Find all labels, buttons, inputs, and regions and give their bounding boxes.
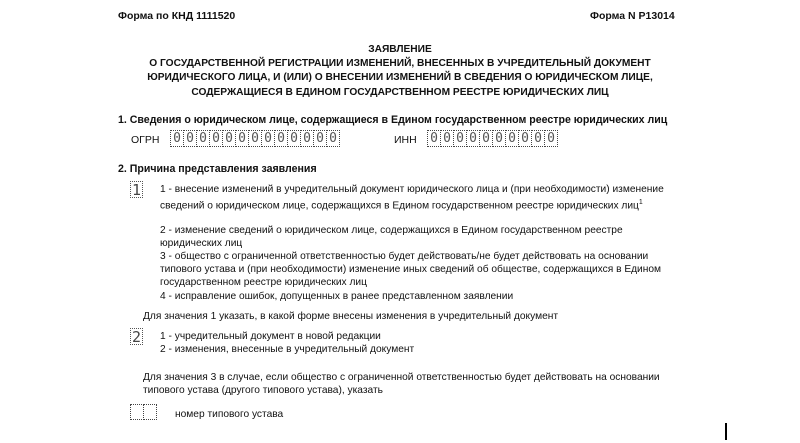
reason-option-2 bbox=[160, 224, 623, 250]
reason-option-3-line-3: государственном реестре юридических лиц bbox=[160, 277, 367, 288]
inn-label: ИНН bbox=[394, 134, 417, 146]
reason-option-2-line-2: юридических лиц bbox=[160, 238, 243, 249]
ogrn-digit-box[interactable]: 0 bbox=[196, 130, 210, 147]
form-number: Форма N Р13014 bbox=[590, 10, 675, 22]
ogrn-digit-box[interactable]: 0 bbox=[326, 130, 340, 147]
charter-digit-box[interactable] bbox=[130, 404, 144, 420]
charter-number-field[interactable] bbox=[130, 404, 156, 420]
form-knd-code: Форма по КНД 1111520 bbox=[118, 10, 236, 22]
ogrn-digit-box[interactable]: 0 bbox=[261, 130, 275, 147]
footnote-marker: 1 bbox=[638, 199, 643, 206]
inn-digit-box[interactable]: 0 bbox=[440, 130, 454, 147]
inn-digit-box[interactable]: 0 bbox=[466, 130, 480, 147]
title-line-1: ЗАЯВЛЕНИЕ bbox=[368, 44, 432, 55]
charter-number-label: номер типового устава bbox=[175, 409, 284, 420]
reason-option-3-line-1: 3 - общество с ограниченной ответственностью будет действовать/не будет действовать на основании bbox=[160, 251, 649, 262]
reason-option-4: 4 - исправление ошибок, допущенных в ранее представленном заявлении bbox=[160, 291, 514, 302]
ogrn-digit-box[interactable]: 0 bbox=[209, 130, 223, 147]
title-line-4: СОДЕРЖАЩИЕСЯ В ЕДИНОМ ГОСУДАРСТВЕННОМ РЕЕСТРЕ ЮРИДИЧЕСКИХ ЛИЦ bbox=[191, 86, 609, 98]
inn-digit-box[interactable]: 0 bbox=[505, 130, 519, 147]
reason-option-1 bbox=[160, 183, 664, 212]
note-value-3-line-1: Для значения 3 в случае, если общество с ограниченной ответственностью будет действовать на основании bbox=[143, 372, 660, 383]
inn-digit-box[interactable]: 0 bbox=[453, 130, 467, 147]
text-cursor bbox=[725, 423, 727, 440]
ogrn-digit-box[interactable]: 0 bbox=[183, 130, 197, 147]
note-value-1: Для значения 1 указать, в какой форме внесены изменения в учредительный документ bbox=[143, 311, 559, 322]
change-form-option-2: 2 - изменения, внесенные в учредительный документ bbox=[160, 344, 415, 355]
title-line-2: О ГОСУДАРСТВЕННОЙ РЕГИСТРАЦИИ ИЗМЕНЕНИЙ, ВНЕСЕННЫХ В УЧРЕДИТЕЛЬНЫЙ ДОКУМЕНТ bbox=[149, 58, 651, 70]
inn-field[interactable] bbox=[427, 130, 557, 147]
ogrn-label: ОГРН bbox=[131, 134, 160, 146]
inn-digit-box[interactable]: 0 bbox=[479, 130, 493, 147]
note-value-3-line-2: типового устава (другого типового устава), указать bbox=[143, 385, 383, 396]
ogrn-digit-box[interactable]: 0 bbox=[248, 130, 262, 147]
ogrn-digit-box[interactable]: 0 bbox=[287, 130, 301, 147]
inn-digit-box[interactable]: 0 bbox=[544, 130, 558, 147]
inn-digit-box[interactable]: 0 bbox=[427, 130, 441, 147]
reason-option-3 bbox=[160, 250, 661, 289]
change-form-options bbox=[160, 330, 414, 356]
change-form-code-field[interactable]: 2 bbox=[131, 327, 142, 346]
reason-code-field[interactable]: 1 bbox=[131, 180, 142, 199]
reason-option-2-line-1: 2 - изменение сведений о юридическом лице, содержащихся в Едином государственном реестре bbox=[160, 225, 623, 236]
ogrn-digit-box[interactable]: 0 bbox=[274, 130, 288, 147]
reason-option-3-line-2: типового устава и (при необходимости) изменение иных сведений об обществе, содержащихся в Едином bbox=[160, 264, 662, 275]
section-2-heading: 2. Причина представления заявления bbox=[118, 163, 317, 175]
ogrn-digit-box[interactable]: 0 bbox=[300, 130, 314, 147]
ogrn-digit-box[interactable]: 0 bbox=[313, 130, 327, 147]
title-line-3: ЮРИДИЧЕСКОГО ЛИЦА, И (ИЛИ) О ВНЕСЕНИИ ИЗМЕНЕНИЙ В СВЕДЕНИЯ О ЮРИДИЧЕСКОМ ЛИЦЕ, bbox=[147, 72, 653, 84]
reason-option-1-line-1: 1 - внесение изменений в учредительный документ юридического лица и (при необходимости) изменение bbox=[160, 184, 664, 195]
inn-digit-box[interactable]: 0 bbox=[492, 130, 506, 147]
ogrn-field[interactable] bbox=[170, 130, 339, 147]
reason-option-1-line-2: сведений о юридическом лице, содержащихся в Едином государственном реестре юридических лиц bbox=[160, 200, 639, 212]
charter-digit-box[interactable] bbox=[143, 404, 157, 420]
note-value-3 bbox=[143, 371, 660, 397]
ogrn-digit-box[interactable]: 0 bbox=[222, 130, 236, 147]
document-title bbox=[0, 43, 800, 100]
inn-digit-box[interactable]: 0 bbox=[531, 130, 545, 147]
inn-digit-box[interactable]: 0 bbox=[518, 130, 532, 147]
ogrn-digit-box[interactable]: 0 bbox=[235, 130, 249, 147]
change-form-option-1: 1 - учредительный документ в новой редакции bbox=[160, 331, 381, 342]
ogrn-digit-box[interactable]: 0 bbox=[170, 130, 184, 147]
section-1-heading: 1. Сведения о юридическом лице, содержащиеся в Едином государственном реестре юридических лиц bbox=[118, 114, 668, 126]
